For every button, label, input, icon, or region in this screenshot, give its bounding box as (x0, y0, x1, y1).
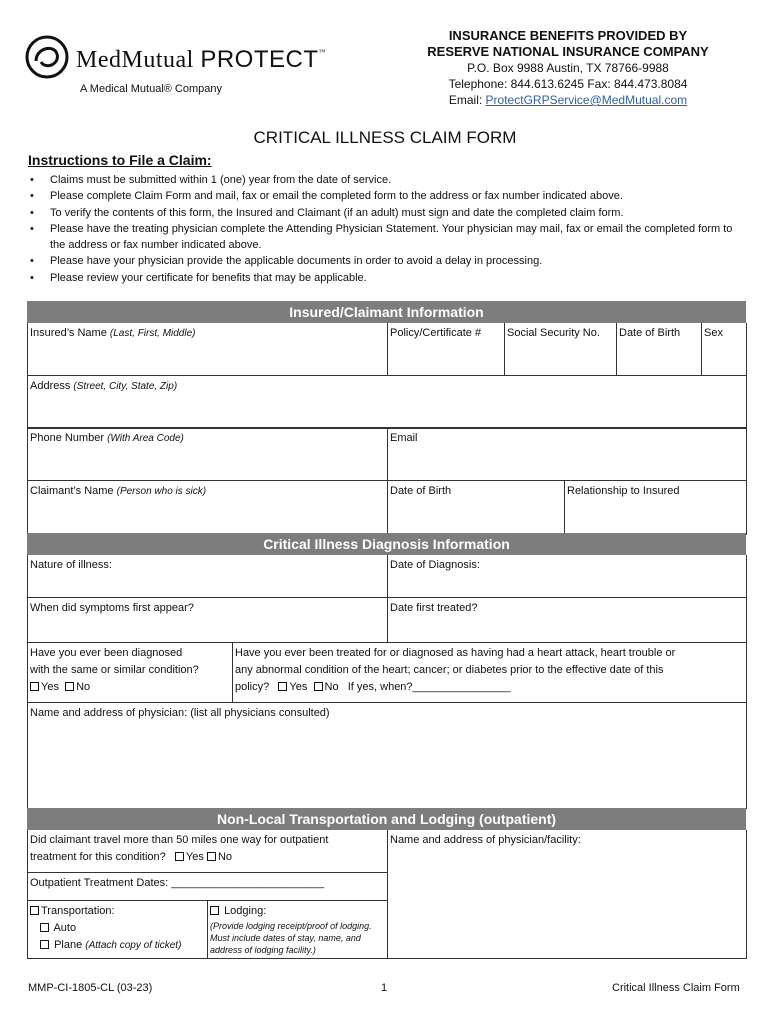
yes-label: Yes (289, 681, 308, 693)
travel-q1: Did claimant travel more than 50 miles one way for outpatient (30, 834, 329, 846)
brand-name (76, 46, 326, 74)
checkbox-lodging[interactable] (210, 906, 219, 915)
first-treated-label: Date first treated? (390, 601, 478, 614)
diagnosis-date-label: Date of Diagnosis: (390, 559, 480, 571)
insured-dob-label: Date of Birth (619, 327, 681, 339)
email-field[interactable] (388, 428, 747, 481)
address-hint: (Street, City, State, Zip) (73, 380, 178, 392)
insured-dob-field[interactable] (617, 323, 702, 375)
insured-table (27, 323, 747, 429)
transportation-table (27, 830, 747, 959)
instruction-item: • Please complete Claim Form and mail, fax or email the completed form to the address or fax number indicated above. (30, 188, 750, 204)
company-logo (24, 34, 384, 104)
checkbox-yes[interactable] (175, 852, 184, 861)
travel-q2: treatment for this condition? (30, 851, 166, 863)
plane-hint: (Attach copy of ticket) (85, 939, 182, 951)
travel-q2-row (30, 849, 385, 866)
facility-field[interactable] (388, 830, 747, 958)
checkbox-no[interactable] (207, 852, 216, 861)
instruction-item: • Claims must be submitted within 1 (one) year from the date of service. (30, 172, 750, 188)
physician-field[interactable] (28, 703, 747, 809)
checkbox-no[interactable] (65, 682, 74, 691)
brand-tagline: A Medical Mutual® Company (80, 83, 223, 95)
symptoms-label: When did symptoms first appear? (30, 601, 194, 614)
instructions-title: Instructions to File a Claim: (28, 152, 212, 168)
section-header-transportation: Non-Local Transportation and Lodging (outpatient) (27, 808, 746, 830)
treatment-dates-label: Outpatient Treatment Dates: _________________________ (30, 876, 325, 889)
treatment-dates-field[interactable] (28, 872, 388, 900)
similar-condition-question (28, 643, 233, 703)
sex-field[interactable] (702, 323, 747, 375)
physician-label: Name and address of physician: (list all physicians consulted) (30, 707, 330, 719)
form-title: CRITICAL ILLNESS CLAIM FORM (253, 128, 517, 147)
heart-condition-question (233, 643, 747, 703)
checkbox-transportation[interactable] (30, 906, 39, 915)
relationship-field[interactable] (565, 481, 747, 535)
ssn-label: Social Security No. (507, 327, 600, 339)
nature-field[interactable] (28, 555, 388, 597)
heart-q3-row (235, 679, 744, 696)
similar-condition-q1: Have you ever been diagnosed (30, 647, 183, 659)
phone-label: Phone Number (30, 432, 104, 444)
plane-label: Plane (54, 938, 83, 951)
lodging-hint: (Provide lodging receipt/proof of lodging. Must include dates of stay, name, and address of lodging facility.) (210, 920, 372, 955)
claimant-name-label: Claimant’s Name (30, 485, 114, 497)
checkbox-plane[interactable] (40, 940, 49, 949)
insurer-phone-fax: Telephone: 844.613.6245 Fax: 844.473.8084 (448, 77, 688, 91)
form-code: MMP-CI-1805-CL (03-23) (28, 982, 153, 994)
diagnosis-table (27, 555, 747, 643)
checkbox-yes[interactable] (30, 682, 39, 691)
plane-row (30, 937, 205, 954)
similar-condition-q2: with the same or similar condition? (30, 664, 199, 676)
checkbox-yes[interactable] (278, 682, 287, 691)
transportation-options (28, 900, 208, 958)
relationship-label: Relationship to Insured (567, 485, 680, 497)
section-header-insured: Insured/Claimant Information (27, 301, 746, 323)
phone-field[interactable] (28, 428, 388, 481)
claimant-dob-field[interactable] (388, 481, 565, 535)
auto-label: Auto (53, 921, 77, 934)
claimant-dob-label: Date of Birth (390, 485, 452, 497)
insurer-line1: INSURANCE BENEFITS PROVIDED BY (448, 28, 688, 43)
policy-label: Policy/Certificate # (390, 327, 482, 339)
if-yes-when: If yes, when?________________ (347, 681, 511, 693)
instruction-item: • Please have your physician provide the applicable documents in order to avoid a delay in processing. (30, 253, 750, 269)
transportation-label: Transportation: (41, 904, 115, 917)
facility-label: Name and address of physician/facility: (390, 834, 581, 846)
ssn-field[interactable] (505, 323, 617, 375)
brand-medmutual: MedMutual (76, 47, 194, 73)
insurer-line2: RESERVE NATIONAL INSURANCE COMPANY (427, 44, 709, 59)
checkbox-auto[interactable] (40, 923, 49, 932)
page-number: 1 (381, 982, 388, 994)
insured-name-field[interactable] (28, 323, 388, 375)
symptoms-field[interactable] (28, 597, 388, 642)
insurer-address: P.O. Box 9988 Austin, TX 78766-9988 (467, 61, 669, 75)
insured-name-hint: (Last, First, Middle) (109, 328, 196, 339)
nature-label: Nature of illness: (30, 559, 112, 571)
insurer-email-row (408, 92, 728, 108)
sex-label: Sex (704, 327, 723, 339)
heart-q2: any abnormal condition of the heart; cancer; or diabetes prior to the effective date of this (235, 664, 664, 676)
section-header-diagnosis: Critical Illness Diagnosis Information (27, 533, 746, 555)
address-label: Address (30, 379, 71, 392)
instruction-item: • To verify the contents of this form, the Insured and Claimant (if an adult) must sign and date the completed claim form. (30, 205, 750, 221)
instruction-item: • Please have the treating physician complete the Attending Physician Statement. Your physician may mail, fax or email the completed form to the address or fax number indicated above. (30, 221, 750, 254)
email-label: Email: (448, 93, 483, 107)
claimant-name-field[interactable] (28, 481, 388, 535)
heart-q3: policy? (235, 681, 270, 693)
auto-row (30, 920, 205, 937)
contact-table (27, 427, 747, 535)
email-field-label: Email (390, 432, 418, 444)
first-treated-field[interactable] (388, 597, 747, 642)
policy-field[interactable] (388, 323, 505, 375)
no-label: No (76, 681, 91, 693)
checkbox-no[interactable] (314, 682, 323, 691)
history-table (27, 642, 747, 809)
address-field[interactable] (28, 375, 747, 428)
lodging-row (210, 903, 385, 920)
lodging-options (208, 900, 388, 958)
instructions-list (30, 172, 750, 286)
email-link[interactable]: ProtectGRPService@MedMutual.com (485, 93, 688, 107)
travel-question (28, 830, 388, 872)
insured-name-label: Insured’s Name (30, 327, 107, 339)
similar-condition-options (30, 679, 230, 696)
lodging-label: Lodging: (224, 904, 267, 917)
footer-title: Critical Illness Claim Form (612, 982, 740, 994)
no-label: No (217, 851, 232, 863)
transportation-row (30, 903, 205, 920)
diagnosis-date-field[interactable] (388, 555, 747, 597)
claimant-name-hint: (Person who is sick) (116, 486, 207, 497)
medmutual-swirl-icon (24, 34, 70, 80)
yes-label: Yes (41, 681, 59, 693)
brand-protect: PROTECT (200, 46, 319, 73)
trademark: ™ (318, 48, 326, 56)
phone-hint: (With Area Code) (107, 433, 184, 444)
insurer-info (408, 28, 728, 108)
heart-q1: Have you ever been treated for or diagnosed as having had a heart attack, heart trouble or (235, 647, 676, 659)
no-label: No (324, 681, 339, 693)
instruction-item: • Please review your certificate for benefits that may be applicable. (30, 270, 750, 286)
yes-label: Yes (185, 851, 204, 863)
